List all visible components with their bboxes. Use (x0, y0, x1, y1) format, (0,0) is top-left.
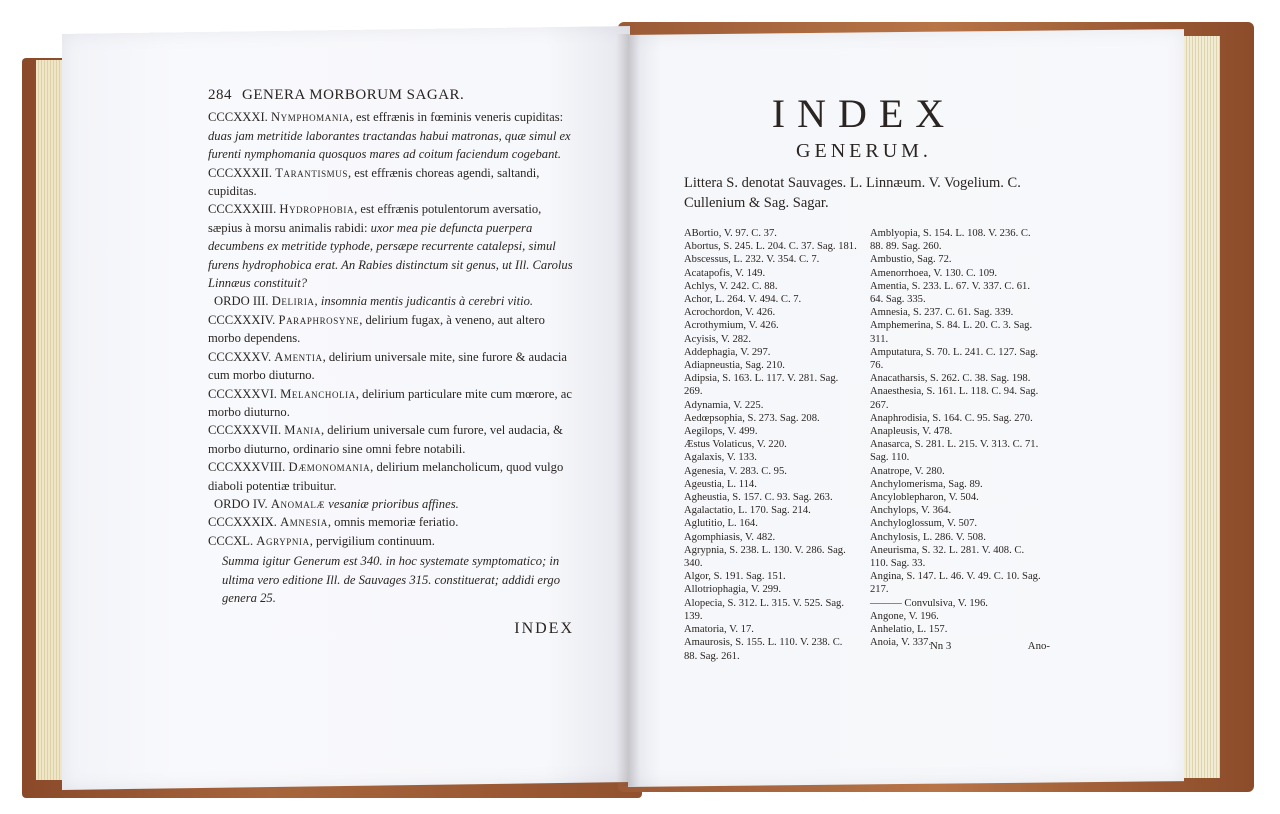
genus-name: Amnesia (280, 515, 328, 530)
index-entry: Acrochordon, V. 426. (684, 307, 776, 319)
index-entry: Ancyloblepharon, V. 504. (870, 492, 979, 504)
genus-definition: , est effrænis potulentorum aversatio, sæpius à morsu animalis rabidi: (208, 202, 542, 235)
ordo-definition: vesaniæ prioribus affines. (325, 496, 459, 511)
index-entry: Agheustia, S. 157. C. 93. Sag. 263. (684, 492, 833, 504)
index-entry: Anchylomerisma, Sag. 89. (870, 478, 983, 490)
index-entry: Aegilops, V. 499. (684, 426, 758, 438)
ordo-name: Anomalæ (270, 496, 326, 511)
right-page-text (684, 92, 1044, 663)
index-entry: Amaurosis, S. 155. L. 110. V. 238. C. 88. Sag. 261. (684, 637, 843, 662)
genus-entry (208, 385, 574, 422)
genus-entry (208, 458, 574, 495)
summary-note: Summa igitur Generum est 340. in hoc systemate symptomatico; in ultima vero editione Ill. de Sauvages 315. constituerat; addidi ergo genera 25. (222, 554, 560, 605)
index-entry: Anasarca, S. 281. L. 215. V. 313. C. 71. Sag. 110. (870, 439, 1039, 464)
index-entry: Abortus, S. 245. L. 204. C. 37. Sag. 181. (684, 241, 857, 253)
genus-entry (208, 200, 574, 292)
genus-entry (208, 513, 574, 531)
index-entry: Adiapneustia, Sag. 210. (684, 360, 785, 372)
ordo-label: ORDO IV. (214, 496, 268, 511)
index-entry: Acyisis, V. 282. (684, 333, 752, 345)
index-entry: Achor, L. 264. V. 494. C. 7. (684, 294, 802, 306)
genus-entry (208, 164, 574, 201)
index-entry: ——— Convulsiva, V. 196. (870, 597, 988, 609)
index-entry: Anaesthesia, S. 161. L. 118. C. 94. Sag. 267. (870, 386, 1039, 411)
index-entry: Anhelatio, L. 157. (870, 624, 948, 636)
index-entry: Amphemerina, S. 84. L. 20. C. 3. Sag. 311. (870, 320, 1033, 345)
index-title: INDEX (771, 91, 957, 136)
index-entry: Aglutitio, L. 164. (684, 518, 758, 530)
genus-name: Amentia (274, 349, 323, 364)
index-entry: Achlys, V. 242. C. 88. (684, 280, 778, 292)
running-head (208, 86, 574, 104)
genus-name: Melancholia (280, 386, 356, 401)
genus-note: duas jam metritide laborantes tractandas habui matronas, quæ simul ex furenti nymphomania quosquos mares ad coitum faciendum cogebant. (208, 128, 571, 162)
index-entry: Aneurisma, S. 32. L. 281. V. 408. C. 110. Sag. 33. (870, 544, 1025, 570)
genus-definition: , est effrænis in fœminis veneris cupiditas: (349, 110, 564, 125)
index-entry: Anchyloglossum, V. 507. (870, 518, 978, 530)
signature-mark: Nn 3 (930, 640, 952, 652)
genus-name: Tarantismus (275, 165, 348, 180)
index-entry: Adipsia, S. 163. L. 117. V. 281. Sag. 269. (684, 373, 839, 398)
index-entry: Adynamia, V. 225. (684, 399, 764, 411)
ordo-definition: , insomnia mentis judicantis à cerebri vitio. (314, 294, 534, 309)
genus-number: CCCXXXVIII. (208, 460, 286, 475)
genus-definition: , delirium universale cum furore, vel audacia, & morbo diuturno, ordinario sine omni febre notabili. (208, 423, 563, 456)
index-subtitle: GENERUM. (796, 140, 932, 162)
page-number: 284 (208, 87, 232, 103)
ordo-heading (208, 292, 574, 310)
index-entry: Addephagia, V. 297. (684, 346, 771, 358)
index-entry: Anaphrodisia, S. 164. C. 95. Sag. 270. (870, 412, 1033, 424)
index-entry: Agomphiasis, V. 482. (684, 531, 776, 543)
index-entry: Angone, V. 196. (870, 610, 939, 622)
genus-definition: , delirium universale mite, sine furore & audacia cum morbo diuturno. (208, 349, 568, 383)
genus-name: Hydrophobia (279, 202, 355, 217)
catchword: INDEX (514, 619, 574, 637)
index-column-left (684, 227, 858, 663)
index-intro: Littera S. denotat Sauvages. L. Linnæum. V. Vogelium. C. Cullenium & Sag. Sagar. (684, 175, 1021, 211)
index-columns (684, 227, 1044, 663)
index-entry: Aedœpsophia, S. 273. Sag. 208. (684, 412, 820, 424)
left-page-text (208, 86, 574, 638)
index-entry: Anchylosis, L. 286. V. 508. (870, 531, 986, 543)
genus-definition: , delirium particulare mite cum mœrore, ac morbo diuturno. (208, 386, 572, 419)
ordo-name: Deliria (271, 294, 315, 309)
genus-definition: , pervigilium continuum. (309, 533, 435, 548)
ordo-label: ORDO III. (214, 294, 269, 309)
genus-definition: , delirium fugax, à veneno, aut altero morbo dependens. (208, 312, 545, 346)
running-head-title: GENERA MORBORUM SAGAR. (242, 87, 465, 103)
page-edges-right (1178, 36, 1220, 778)
index-entry: Anoia, V. 337. (870, 637, 932, 649)
genus-name: Mania (284, 423, 321, 438)
genus-number: CCCXXXVII. (208, 423, 282, 438)
index-entry: Anchylops, V. 364. (870, 505, 952, 517)
index-entry: Abscessus, L. 232. V. 354. C. 7. (684, 254, 820, 266)
index-entry: Amputatura, S. 70. L. 241. C. 127. Sag. 76. (870, 346, 1039, 372)
index-entry: Agalactatio, L. 170. Sag. 214. (684, 505, 811, 517)
index-entry: Alopecia, S. 312. L. 315. V. 525. Sag. 139. (684, 597, 844, 622)
genus-number: CCCXXXIX. (208, 515, 277, 530)
genus-number: CCCXL. (208, 533, 254, 548)
index-entry: Ambustio, Sag. 72. (870, 254, 952, 266)
index-entry: Amentia, S. 233. L. 67. V. 337. C. 61. 64. Sag. 335. (870, 280, 1030, 306)
index-entry: ABortio, V. 97. C. 37. (684, 228, 777, 239)
index-entry: Angina, S. 147. L. 46. V. 49. C. 10. Sag. 217. (870, 571, 1041, 596)
genus-name: Dæmonomania (288, 460, 371, 475)
index-entry: Agalaxis, V. 133. (684, 452, 757, 464)
index-entry: Anacatharsis, S. 262. C. 38. Sag. 198. (870, 373, 1031, 385)
ordo-heading (208, 495, 574, 513)
genus-entry (208, 311, 574, 348)
index-entry: Agenesia, V. 283. C. 95. (684, 465, 787, 477)
genus-number: CCCXXXVI. (208, 386, 277, 401)
catchword: Ano- (1027, 640, 1050, 652)
genus-definition: , delirium melancholicum, quod vulgo diaboli potentiæ tribuitur. (208, 460, 564, 493)
genus-definition: , est effrænis choreas agendi, saltandi, cupiditas. (208, 165, 540, 199)
genus-name: Paraphrosyne (278, 312, 360, 327)
index-entry: Agrypnia, S. 238. L. 130. V. 286. Sag. 340. (684, 544, 846, 570)
index-entry: Allotriophagia, V. 299. (684, 584, 782, 596)
index-entry: Amatoria, V. 17. (684, 624, 754, 636)
index-entry: Acrothymium, V. 426. (684, 320, 779, 332)
index-column-right (870, 227, 1044, 663)
genus-entry (208, 108, 574, 163)
page-footer (930, 640, 1050, 652)
index-entry: Algor, S. 191. Sag. 151. (684, 571, 786, 583)
index-entry: Anatrope, V. 280. (870, 465, 945, 477)
index-entry: Æstus Volaticus, V. 220. (684, 439, 787, 451)
index-entry: Ageustia, L. 114. (684, 478, 757, 490)
index-entry: Amblyopia, S. 154. L. 108. V. 236. C. 88. 89. Sag. 260. (870, 228, 1031, 253)
genus-number: CCCXXXI. (208, 110, 268, 125)
genus-entry (208, 421, 574, 458)
genus-entry (208, 348, 574, 385)
genus-note: uxor mea pie defuncta puerpera decumbens ex metritide typhode, persæpe recurrente catalepsi, simul furens hydrophobica erat. An Rabies distinctum sit genus, ut Ill. Carolus Linnæus constituit? (208, 220, 573, 291)
book-gutter (616, 34, 640, 786)
genus-number: CCCXXXIV. (208, 312, 276, 327)
index-entry: Amnesia, S. 237. C. 61. Sag. 339. (870, 307, 1014, 319)
genus-number: CCCXXXIII. (208, 202, 277, 217)
index-entry: Acatapofis, V. 149. (684, 267, 766, 279)
genus-name: Agrypnia (256, 533, 310, 548)
genus-name: Nymphomania (270, 110, 350, 125)
genus-number: CCCXXXV. (208, 349, 272, 364)
index-entry: Anapleusis, V. 478. (870, 426, 953, 438)
index-entry: Amenorrhoea, V. 130. C. 109. (870, 267, 998, 279)
genus-number: CCCXXXII. (208, 165, 273, 180)
genus-definition: , omnis memoriæ feriatio. (327, 515, 459, 530)
genus-entry (208, 532, 574, 550)
